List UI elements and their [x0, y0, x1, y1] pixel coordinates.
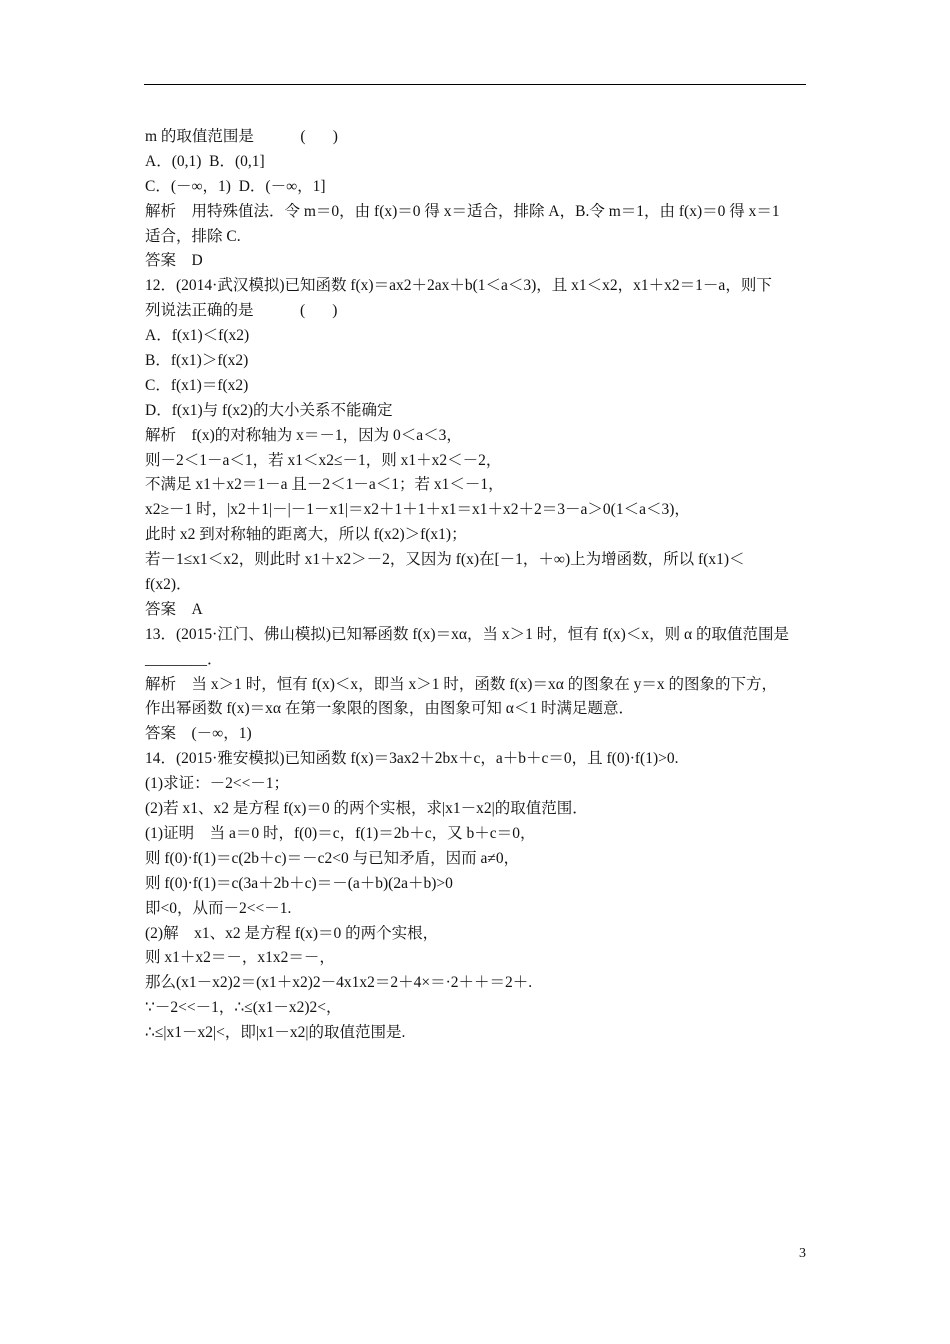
text-line: 若－1≤x1＜x2，则此时 x1＋x2＞－2，又因为 f(x)在[－1，＋∞)上为增函数，所以 f(x1)＜	[145, 551, 745, 569]
text-line: 那么(x1－x2)2＝(x1＋x2)2－4x1x2＝2＋4×＝·2＋＋＝2＋.	[145, 974, 533, 992]
text-line: m 的取值范围是 ( )	[145, 128, 338, 145]
text-line: 解析 f(x)的对称轴为 x＝－1，因为 0＜a＜3，	[145, 426, 462, 444]
text-line: ∴≤|x1－x2|<，即|x1－x2|的取值范围是.	[145, 1024, 406, 1042]
document-body	[145, 125, 807, 1046]
text-line: f(x2)．	[145, 576, 192, 594]
text-line: D．f(x1)与 f(x2)的大小关系不能确定	[145, 401, 393, 419]
text-line: 则 f(0)·f(1)＝c(3a＋2b＋c)＝－(a＋b)(2a＋b)>0	[145, 874, 453, 892]
text-line: (2)若 x1、x2 是方程 f(x)＝0 的两个实根，求|x1－x2|的取值范围．	[145, 800, 588, 818]
text-line: 作出幂函数 f(x)＝xα 在第一象限的图象，由图象可知 α＜1 时满足题意．	[145, 700, 634, 718]
text-line: 12．(2014·武汉模拟)已知函数 f(x)＝ax2＋2ax＋b(1＜a＜3)，且 x1＜x2，x1＋x2＝1－a，则下	[145, 277, 772, 295]
text-line: 13．(2015·江门、佛山模拟)已知幂函数 f(x)＝xα，当 x＞1 时，恒有 f(x)＜x，则 α 的取值范围是	[145, 625, 789, 643]
text-line: (1)求证：－2<<－1；	[145, 775, 290, 793]
text-line: C．f(x1)＝f(x2)	[145, 376, 249, 394]
text-line: 答案 A	[145, 600, 203, 618]
text-line: ________．	[145, 650, 223, 668]
text-line: x2≥－1 时，|x2＋1|－|－1－x1|＝x2＋1＋1＋x1＝x1＋x2＋2＝3－a＞0(1＜a＜3)，	[145, 501, 690, 519]
text-line: 答案 D	[145, 252, 203, 270]
header-rule	[144, 84, 806, 85]
text-line: 列说法正确的是 ( )	[145, 302, 338, 320]
text-line: (2)解 x1、x2 是方程 f(x)＝0 的两个实根，	[145, 924, 439, 942]
text-line: 14．(2015·雅安模拟)已知函数 f(x)＝3ax2＋2bx＋c，a＋b＋c＝0，且 f(0)·f(1)>0.	[145, 750, 679, 768]
page-number: 3	[799, 1246, 806, 1261]
text-line: 解析 当 x＞1 时，恒有 f(x)＜x，即当 x＞1 时，函数 f(x)＝xα 的图象在 y＝x 的图象的下方，	[145, 675, 777, 693]
text-line: 解析 用特殊值法．令 m＝0，由 f(x)＝0 得 x＝适合，排除 A，B.令 m＝1，由 f(x)＝0 得 x＝1	[145, 202, 780, 220]
text-line: ∵－2<<－1，∴≤(x1－x2)2<，	[145, 999, 342, 1017]
text-line: A．f(x1)＜f(x2)	[145, 327, 250, 345]
text-line: C．(－∞，1) D．(－∞，1]	[145, 177, 326, 195]
text-line: 答案 (－∞，1)	[145, 725, 252, 743]
text-line: 则 x1＋x2＝－，x1x2＝－，	[145, 949, 335, 967]
text-line: B．f(x1)＞f(x2)	[145, 352, 249, 370]
text-line: A．(0,1) B．(0,1]	[145, 152, 265, 170]
text-line: 适合，排除 C.	[145, 227, 241, 245]
text-line: 此时 x2 到对称轴的距离大，所以 f(x2)＞f(x1)；	[145, 526, 467, 544]
text-line: 则－2＜1－a＜1，若 x1＜x2≤－1，则 x1＋x2＜－2，	[145, 451, 502, 469]
text-line: (1)证明 当 a＝0 时，f(0)＝c，f(1)＝2b＋c，又 b＋c＝0，	[145, 824, 536, 842]
text-line: 则 f(0)·f(1)＝c(2b＋c)＝－c2<0 与已知矛盾，因而 a≠0，	[145, 849, 520, 867]
text-line: 即<0，从而－2<<－1.	[145, 899, 292, 917]
text-line: 不满足 x1＋x2＝1－a 且－2＜1－a＜1；若 x1＜－1，	[145, 476, 504, 494]
